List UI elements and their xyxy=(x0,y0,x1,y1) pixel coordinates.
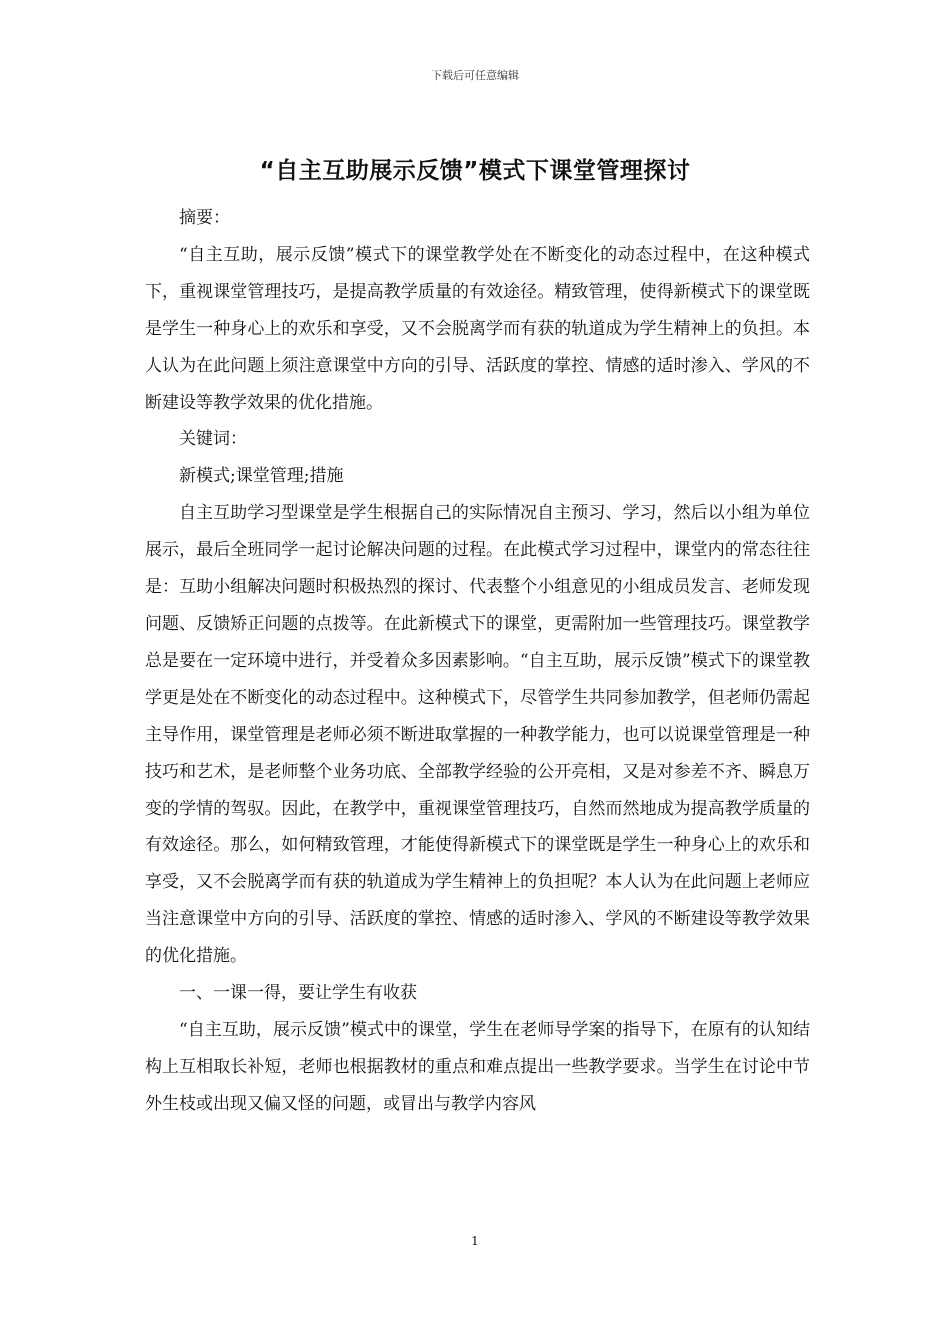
document-title: “自主互助展示反馈”模式下课堂管理探讨 xyxy=(259,158,691,184)
section-heading-1: 一、一课一得，要让学生有收获 xyxy=(179,983,417,1004)
abstract-heading: 摘要： xyxy=(179,208,230,228)
document-body xyxy=(145,200,810,1123)
page-number: 1 xyxy=(471,1234,479,1248)
abstract-paragraph: “自主互助，展示反馈”模式下的课堂教学处在不断变化的动态过程中，在这种模式下，重视课堂管理技巧，是提高教学质量的有效途径。精致管理，使得新模式下的课堂既是学生一种身心上的欢乐和享受，又不会脱离学而有获的轨道成为学生精神上的负担。本人认为在此问题上须注意课堂中方向的引导、活跃度的掌控、情感的适时渗入、学风的不断建设等教学效果的优化措施。 xyxy=(145,244,810,413)
header-note: 下载后可任意编辑 xyxy=(431,69,519,82)
keywords-heading: 关键词： xyxy=(179,429,247,450)
section-1-paragraph: “自主互助，展示反馈”模式中的课堂，学生在老师导学案的指导下，在原有的认知结构上互相取长补短，老师也根据教材的重点和难点提出一些教学要求。当学生在讨论中节外生枝或出现又偏又怪的问题，或冒出与教学内容风 xyxy=(145,1019,810,1114)
keywords-list: 新模式;课堂管理;措施 xyxy=(179,466,344,487)
intro-paragraph: 自主互助学习型课堂是学生根据自己的实际情况自主预习、学习，然后以小组为单位展示，最后全班同学一起讨论解决问题的过程。在此模式学习过程中，课堂内的常态往往是：互助小组解决问题时积极热烈的探讨、代表整个小组意见的小组成员发言、老师发现问题、反馈矫正问题的点拨等。在此新模式下的课堂，更需附加一些管理技巧。课堂教学总是要在一定环境中进行，并受着众多因素影响。“自主互助，展示反馈”模式下的课堂教学更是处在不断变化的动态过程中。这种模式下，尽管学生共同参加教学，但老师仍需起主导作用，课堂管理是老师必须不断进取掌握的一种教学能力，也可以说课堂管理是一种技巧和艺术，是老师整个业务功底、全部教学经验的公开亮相，又是对参差不齐、瞬息万变的学情的驾驭。因此，在教学中，重视课堂管理技巧，自然而然地成为提高教学质量的有效途径。那么，如何精致管理，才能使得新模式下的课堂既是学生一种身心上的欢乐和享受，又不会脱离学而有获的轨道成为学生精神上的负担呢？本人认为在此问题上老师应当注意课堂中方向的引导、活跃度的掌控、情感的适时渗入、学风的不断建设等教学效果的优化措施。 xyxy=(145,503,810,967)
